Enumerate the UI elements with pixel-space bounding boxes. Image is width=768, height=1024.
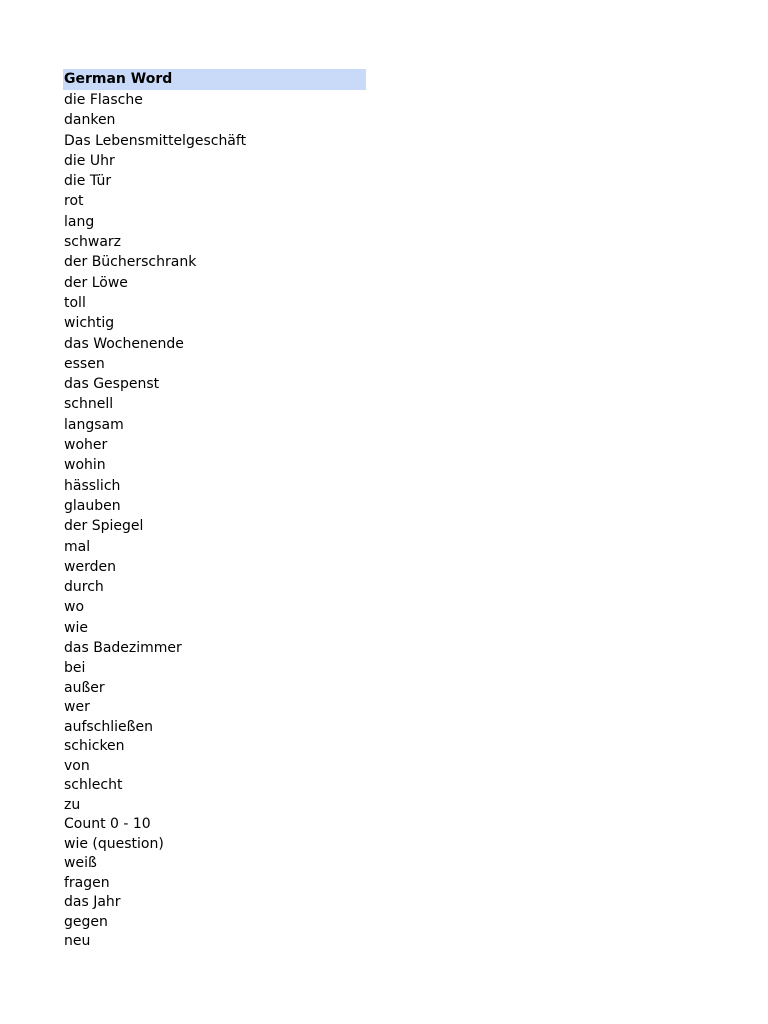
word-cell[interactable]: schlecht xyxy=(64,777,123,794)
word-cell[interactable]: die Uhr xyxy=(64,152,115,169)
word-cell[interactable]: außer xyxy=(64,679,105,696)
word-cell[interactable]: essen xyxy=(64,355,105,372)
word-cell[interactable]: schicken xyxy=(64,738,125,755)
word-cell[interactable]: fragen xyxy=(64,874,110,891)
word-cell[interactable]: schnell xyxy=(64,396,114,413)
word-cell[interactable]: zu xyxy=(64,796,81,813)
word-cell[interactable]: schwarz xyxy=(64,234,121,251)
word-cell[interactable]: aufschließen xyxy=(64,718,153,735)
word-cell[interactable]: woher xyxy=(64,437,108,454)
spreadsheet-column xyxy=(63,69,366,952)
word-cell[interactable]: Das Lebensmittelgeschäft xyxy=(64,132,247,149)
word-cell[interactable]: die Tür xyxy=(64,173,112,190)
word-cell[interactable]: von xyxy=(64,757,90,774)
word-cell[interactable]: danken xyxy=(64,112,116,129)
word-cell[interactable]: lang xyxy=(64,213,95,230)
word-list xyxy=(63,90,366,952)
word-cell[interactable]: hässlich xyxy=(64,477,121,494)
word-cell[interactable]: mal xyxy=(64,538,91,555)
word-cell[interactable]: wer xyxy=(64,699,90,716)
word-cell[interactable]: das Badezimmer xyxy=(64,640,182,657)
column-header-german-word[interactable]: German Word xyxy=(63,69,366,90)
word-cell[interactable]: neu xyxy=(64,933,91,950)
word-cell[interactable]: weiß xyxy=(64,855,97,872)
word-cell[interactable]: wichtig xyxy=(64,315,115,332)
word-cell[interactable]: das Wochenende xyxy=(64,335,184,352)
word-cell[interactable]: toll xyxy=(64,294,86,311)
word-cell[interactable]: wohin xyxy=(64,457,106,474)
word-cell[interactable]: wie (question) xyxy=(64,835,164,852)
word-cell[interactable]: werden xyxy=(64,558,116,575)
word-cell[interactable]: der Spiegel xyxy=(64,518,144,535)
word-cell[interactable]: langsam xyxy=(64,416,124,433)
word-cell[interactable]: bei xyxy=(64,660,86,677)
word-cell[interactable]: der Bücherschrank xyxy=(64,254,197,271)
word-cell[interactable]: durch xyxy=(64,579,104,596)
word-cell[interactable]: wie xyxy=(64,619,88,636)
word-cell[interactable]: Count 0 - 10 xyxy=(64,816,151,833)
word-cell[interactable]: die Flasche xyxy=(64,92,143,108)
word-cell[interactable]: der Löwe xyxy=(64,274,128,291)
word-cell[interactable]: das Gespenst xyxy=(64,376,160,393)
word-cell[interactable]: gegen xyxy=(64,913,108,930)
word-cell[interactable]: glauben xyxy=(64,497,121,514)
word-cell[interactable]: das Jahr xyxy=(64,894,121,911)
word-cell[interactable]: rot xyxy=(64,193,84,210)
word-cell[interactable]: wo xyxy=(64,599,85,616)
